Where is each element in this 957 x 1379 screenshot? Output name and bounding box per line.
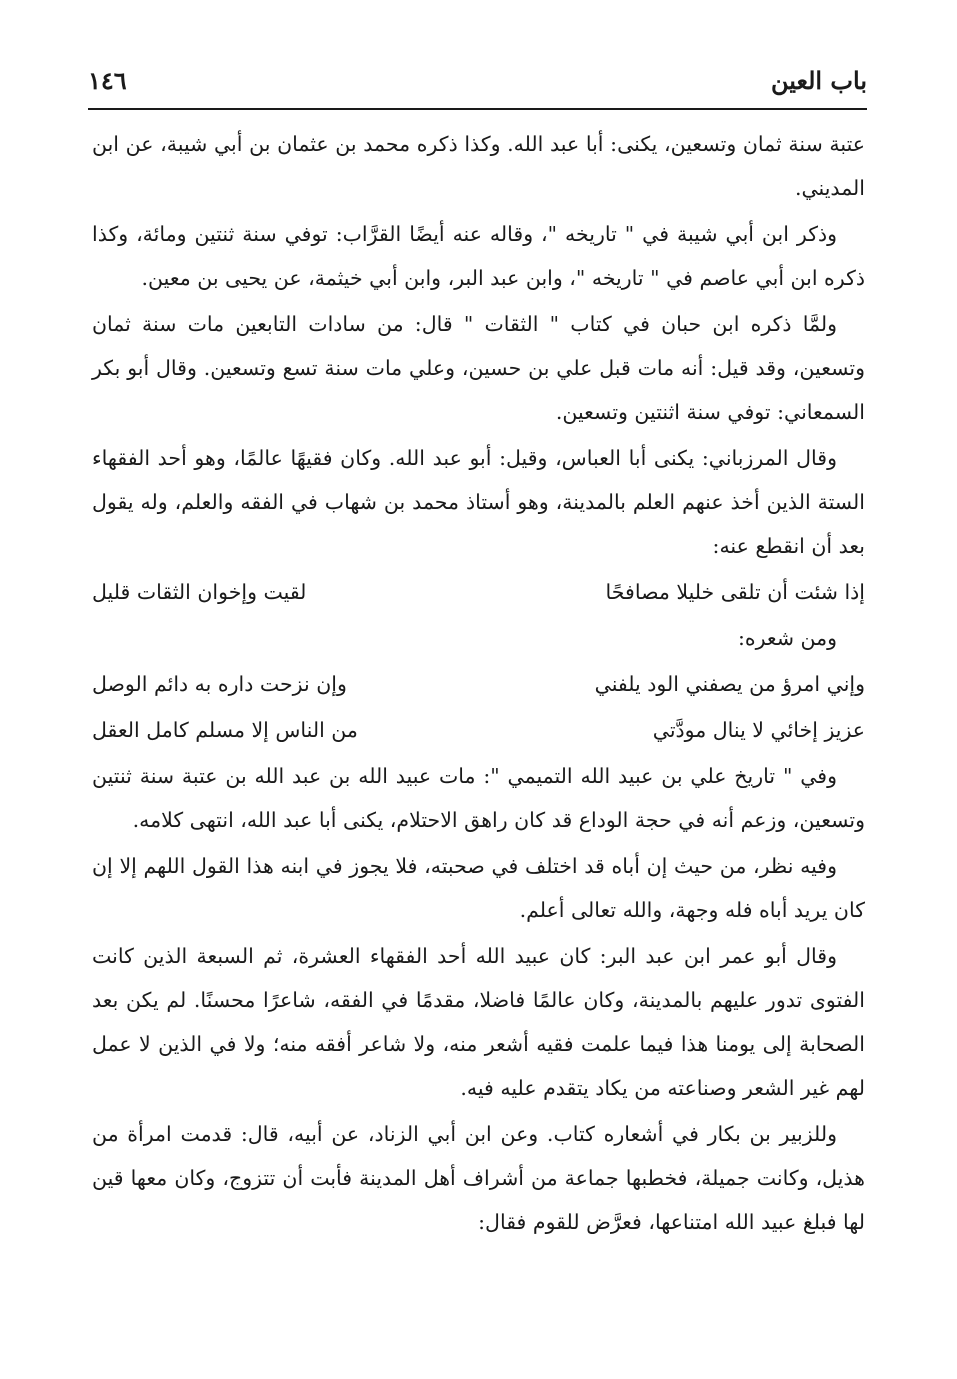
verse-first-hemistich: عزيز إخائي لا ينال مودَّتي xyxy=(652,718,865,742)
paragraph: عتبة سنة ثمان وتسعين، يكنى: أبا عبد الله. وكذا ذكره محمد بن عثمان بن أبي شيبة، عن ابن المديني. xyxy=(92,132,865,200)
poem-verse xyxy=(92,662,865,706)
verse-first-hemistich: وإني امرؤ من يصفني الود يلفني xyxy=(594,672,865,696)
paragraph: وفي " تاريخ علي بن عبيد الله التميمي ": مات عبيد الله بن عبد الله بن عتبة سنة ثنتين وتسعين، وزعم أنه في حجة الوداع قد كان راهق الاحتلام، يكنى أبا عبد الله، انتهى كلامه. xyxy=(92,764,865,832)
poem-verse xyxy=(92,570,865,614)
paragraph: ولمَّا ذكره ابن حبان في كتاب " الثقات " قال: من سادات التابعين مات سنة ثمان وتسعين، وقد قيل: أنه مات قبل علي بن حسين، وعلي مات سنة تسع وتسعين. وقال أبو بكر السمعاني: توفي سنة اثنتين وتسعين. xyxy=(92,312,865,424)
verse-second-hemistich: لقيت وإخوان الثقات قليل xyxy=(92,580,307,604)
paragraph: ومن شعره: xyxy=(737,626,837,650)
paragraph: وللزبير بن بكار في أشعاره كتاب. وعن ابن أبي الزناد، عن أبيه، قال: قدمت امرأة من هذيل، وكانت جميلة، فخطبها جماعة من أشراف أهل المدينة فأبت أن تتزوج، وكان معها قين لها فبلغ عبيد الله امتناعها، فعرَّض للقوم فقال: xyxy=(92,1122,865,1234)
paragraph: وقال أبو عمر ابن عبد البر: كان عبيد الله أحد الفقهاء العشرة، ثم السبعة الذين كانت الفتوى تدور عليهم بالمدينة، وكان عالمًا فاضلا، مقدمًا في الفقه، شاعرًا محسنًا. لم يكن بعد الصحابة إلى يومنا هذا فيما علمت فقيه أشعر منه، ولا شاعر أفقه منه؛ ولا في الذين لا عمل لهم غير الشعر وصناعته من يكاد يتقدم عليه فيه. xyxy=(92,944,865,1100)
verse-second-hemistich: من الناس إلا مسلم كامل العقل xyxy=(92,718,358,742)
paragraph: وذكر ابن أبي شيبة في " تاريخه "، وقاله عنه أيضًا القرَّاب: توفي سنة ثنتين ومائة، وكذا ذكره ابن أبي عاصم في " تاريخه "، وابن عبد البر، وابن أبي خيثمة، عن يحيى بن معين. xyxy=(92,222,865,290)
page-number: ١٤٦ xyxy=(88,66,127,95)
chapter-title: باب العين xyxy=(770,66,867,95)
verse-first-hemistich: إذا شئت أن تلقى خليلا مصافحًا xyxy=(605,580,865,604)
running-header xyxy=(88,62,867,106)
poem-verse xyxy=(92,708,865,752)
paragraph: وقال المرزباني: يكنى أبا العباس، وقيل: أبو عبد الله. وكان فقيهًا عالمًا، وهو أحد الفقهاء الستة الذين أخذ عنهم العلم بالمدينة، وهو أستاذ محمد بن شهاب في الفقه والعلم، وله يقول بعد أن انقطع عنه: xyxy=(92,446,865,558)
page-body xyxy=(92,122,865,1246)
header-rule xyxy=(88,108,867,110)
verse-second-hemistich: وإن نزحت داره به دائم الوصل xyxy=(92,672,347,696)
paragraph: وفيه نظر، من حيث إن أباه قد اختلف في صحبته، فلا يجوز في ابنه هذا القول اللهم إلا إن كان يريد أباه فله وجهة، والله تعالى أعلم. xyxy=(92,854,865,922)
